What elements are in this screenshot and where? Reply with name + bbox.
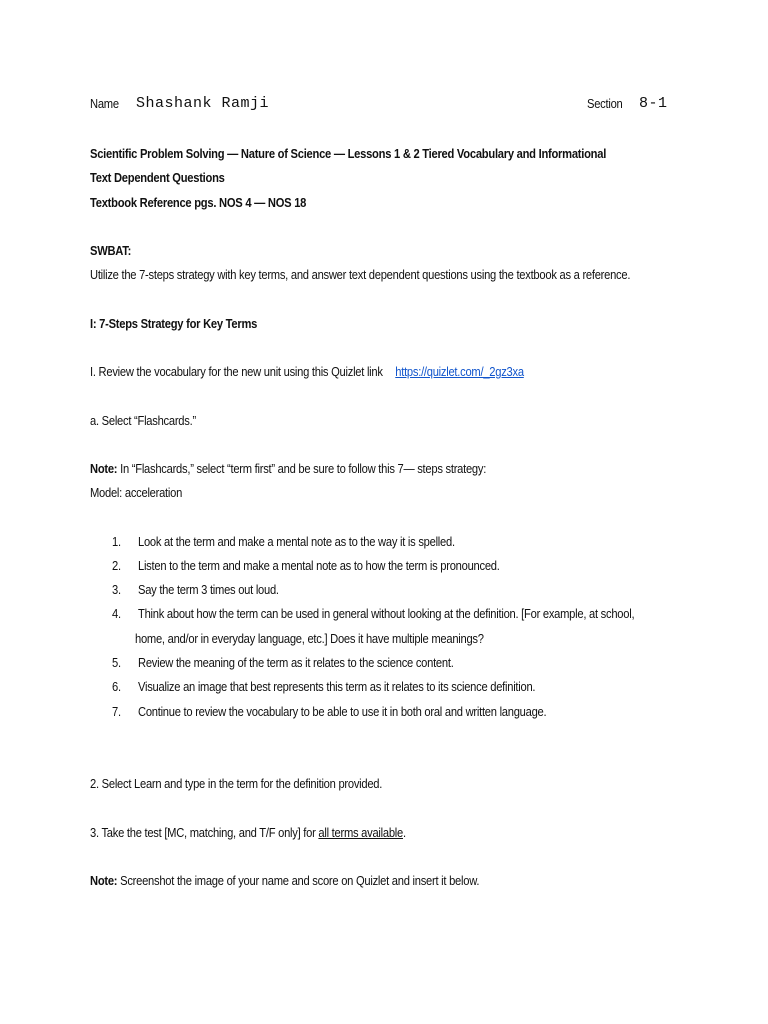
step-number: 2. xyxy=(112,558,121,573)
note-screenshot xyxy=(90,873,479,888)
learn-instruction: 2. Select Learn and type in the term for the definition provided. xyxy=(90,776,383,791)
title-line-3: Textbook Reference pgs. NOS 4 — NOS 18 xyxy=(90,195,307,210)
section-heading: I: 7-Steps Strategy for Key Terms xyxy=(90,316,258,331)
step-text: Listen to the term and make a mental note as to how the term is pronounced. xyxy=(138,558,500,573)
title-line-1: Scientific Problem Solving — Nature of Science — Lessons 1 & 2 Tiered Vocabulary and Informational xyxy=(90,146,607,161)
step-text: Think about how the term can be used in general without looking at the definition. [For example, at school, xyxy=(138,606,635,621)
all-terms-available: all terms available xyxy=(318,825,403,840)
review-instruction xyxy=(90,364,524,379)
step-text: Say the term 3 times out loud. xyxy=(138,582,279,597)
step-number: 3. xyxy=(112,582,121,597)
swbat-heading: SWBAT: xyxy=(90,243,132,258)
note-text: In “Flashcards,” select “term first” and be sure to follow this 7— steps strategy: xyxy=(117,461,487,476)
step-text-continuation: home, and/or in everyday language, etc.] Does it have multiple meanings? xyxy=(135,631,484,646)
quizlet-link[interactable]: https://quizlet.com/_2gz3xa xyxy=(395,364,524,379)
model-line: Model: acceleration xyxy=(90,485,183,500)
step-text: Look at the term and make a mental note as to the way it is spelled. xyxy=(138,534,455,549)
name-label: Name xyxy=(90,96,119,111)
section-value[interactable]: 8-1 xyxy=(639,95,668,112)
step-number: 4. xyxy=(112,606,121,621)
note-flashcards xyxy=(90,461,486,476)
note-label: Note: xyxy=(90,873,118,888)
swbat-text: Utilize the 7-steps strategy with key terms, and answer text dependent questions using the textbook as a reference. xyxy=(90,267,631,282)
test-instruction-end: . xyxy=(402,825,406,840)
step-number: 7. xyxy=(112,704,121,719)
step-number: 1. xyxy=(112,534,121,549)
test-instruction xyxy=(90,825,406,840)
step-number: 5. xyxy=(112,655,121,670)
step-text: Visualize an image that best represents this term as it relates to its science definition. xyxy=(138,679,536,694)
review-text: I. Review the vocabulary for the new unit using this Quizlet link xyxy=(90,364,383,379)
select-flashcards-instruction: a. Select “Flashcards.” xyxy=(90,413,196,428)
note-label: Note: xyxy=(90,461,118,476)
note-text: Screenshot the image of your name and score on Quizlet and insert it below. xyxy=(117,873,480,888)
name-value[interactable]: Shashank Ramji xyxy=(136,95,270,112)
test-instruction-text: 3. Take the test [MC, matching, and T/F only] for xyxy=(90,825,319,840)
step-text: Continue to review the vocabulary to be able to use it in both oral and written language. xyxy=(138,704,547,719)
section-label: Section xyxy=(587,96,623,111)
title-line-2: Text Dependent Questions xyxy=(90,170,225,185)
step-text: Review the meaning of the term as it relates to the science content. xyxy=(138,655,454,670)
step-number: 6. xyxy=(112,679,121,694)
